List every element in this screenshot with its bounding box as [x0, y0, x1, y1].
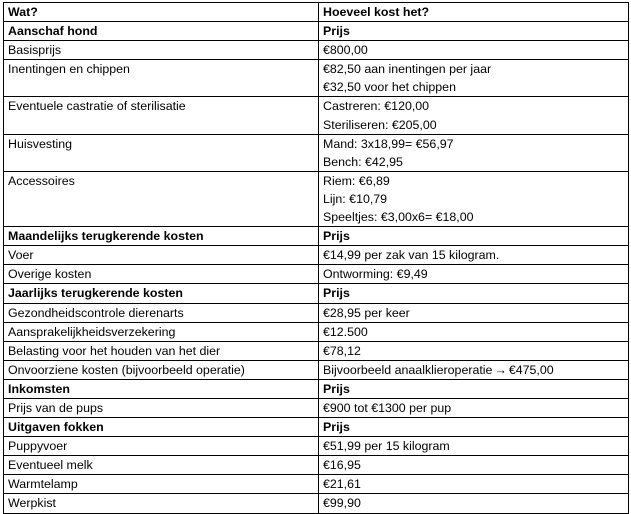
value-line: €82,50 aan inentingen per jaar [323, 62, 492, 77]
table-row [4, 437, 629, 456]
row-label: Gezondheidscontrole dierenarts [4, 303, 319, 322]
table-row [4, 360, 629, 379]
row-value [319, 303, 629, 322]
row-label: Eventuele castratie of sterilisatie [4, 97, 319, 134]
value-line: Speeltjes: €3,00x6= €18,00 [323, 210, 474, 225]
row-label: Eventueel melk [4, 456, 319, 475]
row-label: Accessoires [4, 171, 319, 226]
section-price-label: Prijs [319, 22, 629, 41]
table-row [4, 134, 629, 171]
section-price-label: Prijs [319, 418, 629, 437]
header-what: Wat? [4, 3, 319, 22]
value-line: €21,61 [323, 477, 361, 492]
table-row [4, 341, 629, 360]
section-title: Maandelijks terugkerende kosten [4, 227, 319, 246]
section-title: Inkomsten [4, 379, 319, 398]
row-value [319, 60, 629, 97]
value-line: Steriliseren: €205,00 [323, 117, 437, 132]
header-cost: Hoeveel kost het? [319, 3, 629, 22]
table-row [4, 97, 629, 134]
value-line: €16,95 [323, 458, 361, 473]
cost-table [3, 2, 629, 514]
value-line: Castreren: €120,00 [323, 99, 430, 114]
table-row [4, 41, 629, 60]
row-value [319, 494, 629, 513]
value-line: €900 tot €1300 per pup [323, 400, 452, 415]
row-value [319, 456, 629, 475]
table-row [4, 494, 629, 513]
table-row [4, 246, 629, 265]
section-price-label: Prijs [319, 379, 629, 398]
row-label: Basisprijs [4, 41, 319, 60]
value-line: Ontworming: €9,49 [323, 267, 428, 282]
table-row [4, 475, 629, 494]
row-value [319, 360, 629, 379]
section-title: Jaarlijks terugkerende kosten [4, 284, 319, 303]
table-row [4, 303, 629, 322]
row-label: Werpkist [4, 494, 319, 513]
value-line: €28,95 per keer [323, 305, 410, 320]
row-value [319, 97, 629, 134]
table-row [4, 265, 629, 284]
section-header-row [4, 418, 629, 437]
value-line: €14,99 per zak van 15 kilogram. [323, 248, 500, 263]
table-row [4, 456, 629, 475]
row-value [319, 475, 629, 494]
row-value [319, 246, 629, 265]
section-title: Uitgaven fokken [4, 418, 319, 437]
row-value [319, 171, 629, 226]
row-value [319, 322, 629, 341]
section-price-label: Prijs [319, 227, 629, 246]
section-price-label: Prijs [319, 284, 629, 303]
row-value [319, 398, 629, 417]
row-label: Puppyvoer [4, 437, 319, 456]
table-row [4, 171, 629, 226]
row-label: Inentingen en chippen [4, 60, 319, 97]
value-line: €99,90 [323, 496, 361, 511]
value-line: €51,99 per 15 kilogram [323, 439, 450, 454]
row-value [319, 265, 629, 284]
row-label: Warmtelamp [4, 475, 319, 494]
table-row [4, 60, 629, 97]
table-row [4, 398, 629, 417]
row-label: Overige kosten [4, 265, 319, 284]
row-value [319, 341, 629, 360]
value-line: Lijn: €10,79 [323, 191, 388, 206]
value-amount: €475,00 [508, 362, 554, 377]
section-header-row [4, 284, 629, 303]
row-label: Prijs van de pups [4, 398, 319, 417]
value-text: Bijvoorbeeld anaalklieroperatie [323, 362, 493, 377]
value-line: €32,50 voor het chippen [323, 80, 456, 95]
section-header-row [4, 22, 629, 41]
arrow-right-icon: → [494, 362, 507, 377]
row-value [319, 437, 629, 456]
section-header-row [4, 227, 629, 246]
row-label: Huisvesting [4, 134, 319, 171]
row-label: Belasting voor het houden van het dier [4, 341, 319, 360]
table-header-row [4, 3, 629, 22]
value-line: Bench: €42,95 [323, 154, 403, 169]
row-label: Aansprakelijkheidsverzekering [4, 322, 319, 341]
row-value [319, 41, 629, 60]
row-label: Voer [4, 246, 319, 265]
table-row [4, 322, 629, 341]
row-value [319, 134, 629, 171]
value-line: Riem: €6,89 [323, 173, 390, 188]
value-line: €78,12 [323, 343, 361, 358]
text-cursor-mark [628, 166, 629, 182]
value-line: Mand: 3x18,99= €56,97 [323, 136, 454, 151]
section-title: Aanschaf hond [4, 22, 319, 41]
row-label: Onvoorziene kosten (bijvoorbeeld operatie) [4, 360, 319, 379]
value-line: €12.500 [323, 324, 368, 339]
section-header-row [4, 379, 629, 398]
value-line: €800,00 [323, 43, 368, 58]
